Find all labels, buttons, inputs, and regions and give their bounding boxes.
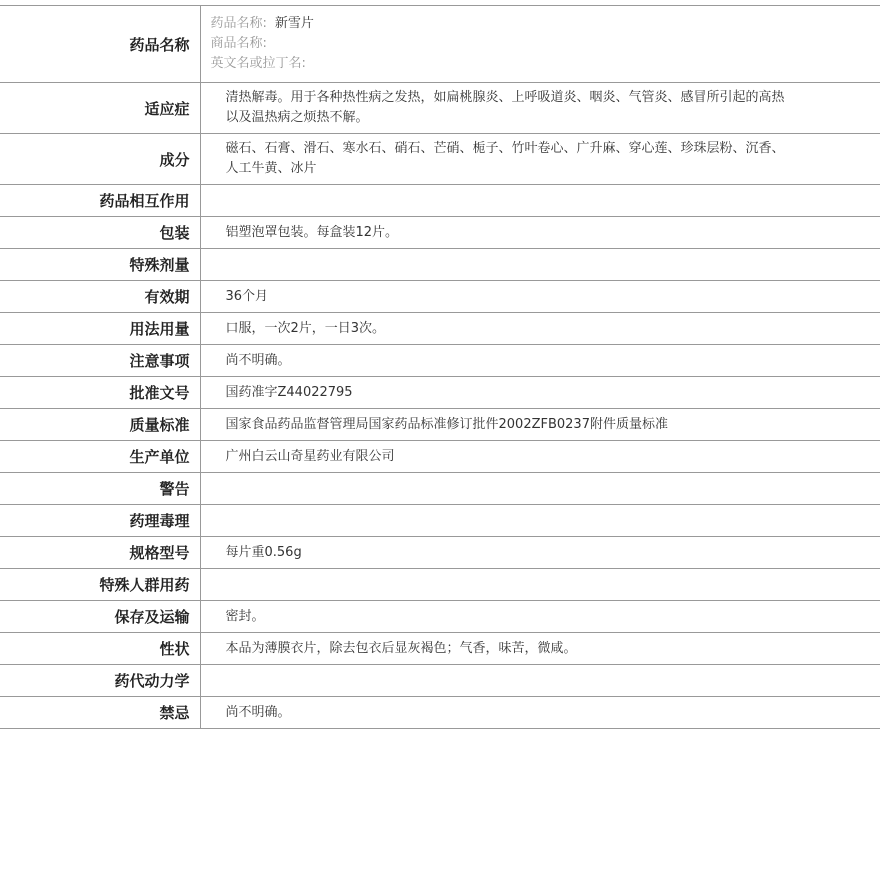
row-label: 注意事项 (0, 345, 200, 377)
trade-name-label: 商品名称: (210, 36, 267, 51)
row-value: 本品为薄膜衣片，除去包衣后显灰褐色；气香，味苦，微咸。 (200, 633, 880, 665)
row-value: 铝塑泡罩包装。每盒装12片。 (200, 217, 880, 249)
row-packaging (0, 217, 880, 249)
row-ingredients (0, 134, 880, 185)
row-drug-name (0, 6, 880, 83)
drug-name-cell (200, 6, 880, 83)
row-value: 尚不明确。 (200, 345, 880, 377)
row-label: 批准文号 (0, 377, 200, 409)
row-special-dosage (0, 249, 880, 281)
row-quality-standard (0, 409, 880, 441)
row-value (200, 249, 880, 281)
row-label: 适应症 (0, 83, 200, 134)
drug-info-table (0, 5, 880, 729)
row-contraindications (0, 697, 880, 729)
row-value: 密封。 (200, 601, 880, 633)
row-value: 磁石、石膏、滑石、寒水石、硝石、芒硝、栀子、竹叶卷心、广升麻、穿心莲、珍珠层粉、沉香、人工牛黄、冰片 (200, 134, 880, 185)
row-label: 药理毒理 (0, 505, 200, 537)
row-approval-number (0, 377, 880, 409)
row-label: 规格型号 (0, 537, 200, 569)
row-specification (0, 537, 880, 569)
row-label: 特殊剂量 (0, 249, 200, 281)
row-value: 口服，一次2片，一日3次。 (200, 313, 880, 345)
row-label: 警告 (0, 473, 200, 505)
generic-name-value: 新雪片 (274, 16, 314, 31)
row-label: 用法用量 (0, 313, 200, 345)
row-value (200, 569, 880, 601)
row-label: 质量标准 (0, 409, 200, 441)
row-label: 成分 (0, 134, 200, 185)
row-value (200, 505, 880, 537)
row-warning (0, 473, 880, 505)
row-usage-dosage (0, 313, 880, 345)
english-name-label: 英文名或拉丁名: (210, 56, 306, 71)
row-pharmacokinetics (0, 665, 880, 697)
row-precautions (0, 345, 880, 377)
generic-name-line (211, 14, 791, 34)
row-label: 保存及运输 (0, 601, 200, 633)
row-label: 性状 (0, 633, 200, 665)
row-value (200, 665, 880, 697)
row-value: 清热解毒。用于各种热性病之发热，如扁桃腺炎、上呼吸道炎、咽炎、气管炎、感冒所引起的高热以及温热病之烦热不解。 (200, 83, 880, 134)
row-special-populations (0, 569, 880, 601)
row-value (200, 473, 880, 505)
row-manufacturer (0, 441, 880, 473)
row-value: 每片重0.56g (200, 537, 880, 569)
row-label: 禁忌 (0, 697, 200, 729)
row-value: 尚不明确。 (200, 697, 880, 729)
english-name-line (211, 54, 791, 74)
row-pharmacology (0, 505, 880, 537)
row-value: 广州白云山奇星药业有限公司 (200, 441, 880, 473)
row-value: 36个月 (200, 281, 880, 313)
row-storage (0, 601, 880, 633)
generic-name-label: 药品名称: (210, 16, 267, 31)
row-label: 药品相互作用 (0, 185, 200, 217)
row-label: 药品名称 (0, 6, 200, 83)
row-value (200, 185, 880, 217)
row-interactions (0, 185, 880, 217)
row-indications (0, 83, 880, 134)
row-label: 有效期 (0, 281, 200, 313)
row-label: 特殊人群用药 (0, 569, 200, 601)
row-label: 药代动力学 (0, 665, 200, 697)
row-label: 生产单位 (0, 441, 200, 473)
trade-name-line (211, 34, 791, 54)
row-shelf-life (0, 281, 880, 313)
row-value: 国家食品药品监督管理局国家药品标准修订批件2002ZFB0237附件质量标准 (200, 409, 880, 441)
row-value: 国药准字Z44022795 (200, 377, 880, 409)
row-description (0, 633, 880, 665)
row-label: 包装 (0, 217, 200, 249)
